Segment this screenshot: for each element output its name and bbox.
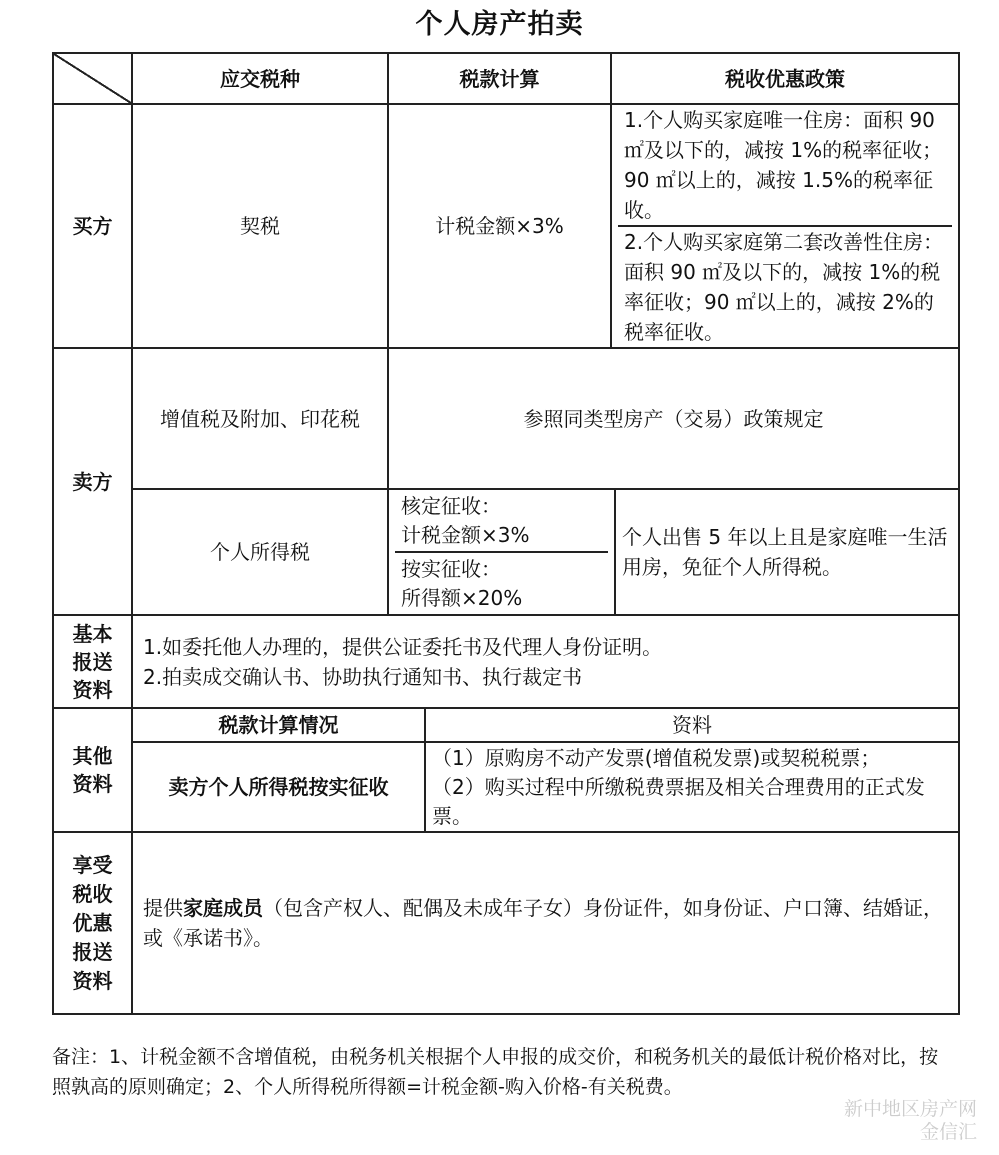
tax-table — [52, 52, 960, 1015]
basic-docs-line-2: 2.拍卖成交确认书、协助执行通知书、执行裁定书 — [143, 664, 583, 689]
discount-prefix: 提供 — [143, 896, 183, 920]
buyer-label: 买方 — [53, 104, 132, 348]
seller-income-calc-cell — [388, 489, 615, 615]
basic-docs-line-1: 1.如委托他人办理的，提供公证委托书及代理人身份证明。 — [143, 634, 663, 659]
seller-label: 卖方 — [53, 348, 132, 615]
discount-suffix: （包含产权人、配偶及未成年子女）身份证件，如身份证、户口簿、结婚证，或《承诺书》。 — [143, 896, 943, 950]
buyer-policy-cell — [611, 104, 959, 348]
buyer-policy-second-home: 2.个人购买家庭第二套改善性住房：面积 90 ㎡及以下的，减按 1%的税率征收；90 ㎡以上的，减按 2%的税率征收。 — [618, 226, 952, 347]
seller-calc-assessed: 核定征收： 计税金额×3% — [395, 490, 608, 552]
other-material-2: （2）购买过程中所缴税费票据及相关合理费用的正式发票。 — [432, 774, 925, 828]
watermark-line-2: 金信汇 — [919, 1120, 977, 1143]
seller-vat-stamp-tax: 增值税及附加、印花税 — [132, 348, 388, 489]
buyer-tax-type: 契税 — [132, 104, 388, 348]
discount-docs-label: 享受 税收 优惠 报送 资料 — [53, 832, 132, 1014]
page-title: 个人房产拍卖 — [415, 9, 584, 40]
watermark-line-1: 新中地区房产网 — [843, 1098, 977, 1120]
seller-vat-policy: 参照同类型房产（交易）政策规定 — [388, 348, 959, 489]
header-tax-calc: 税款计算 — [388, 53, 611, 104]
diagonal-corner-cell — [53, 53, 132, 104]
discount-family-members: 家庭成员 — [183, 896, 263, 920]
watermark — [844, 1098, 977, 1144]
other-head-calc: 税款计算情况 — [132, 708, 425, 742]
seller-income-policy: 个人出售 5 年以上且是家庭唯一生活用房，免征个人所得税。 — [615, 489, 959, 615]
discount-docs-content — [132, 832, 959, 1014]
footnote: 备注：1、计税金额不含增值税，由税务机关根据个人申报的成交价，和税务机关的最低计税价格对比，按照孰高的原则确定；2、个人所得税所得额=计税金额-购入价格-有关税费。 — [52, 1046, 939, 1099]
header-tax-policy: 税收优惠政策 — [611, 53, 959, 104]
seller-income-tax: 个人所得税 — [132, 489, 388, 615]
other-row-materials — [425, 742, 959, 832]
basic-docs-content — [132, 615, 959, 708]
buyer-policy-first-home: 1.个人购买家庭唯一住房：面积 90 ㎡及以下的，减按 1%的税率征收；90 ㎡以上的，减按 1.5%的税率征收。 — [618, 105, 952, 226]
other-material-1: （1）原购房不动产发票(增值税发票)或契税税票； — [432, 745, 881, 770]
basic-docs-label: 基本 报送 资料 — [53, 615, 132, 708]
other-head-materials: 资料 — [425, 708, 959, 742]
seller-calc-actual: 按实征收： 所得额×20% — [395, 552, 608, 614]
other-docs-label: 其他 资料 — [53, 708, 132, 832]
other-row-seller-actual: 卖方个人所得税按实征收 — [132, 742, 425, 832]
header-tax-type: 应交税种 — [132, 53, 388, 104]
buyer-tax-calc: 计税金额×3% — [388, 104, 611, 348]
